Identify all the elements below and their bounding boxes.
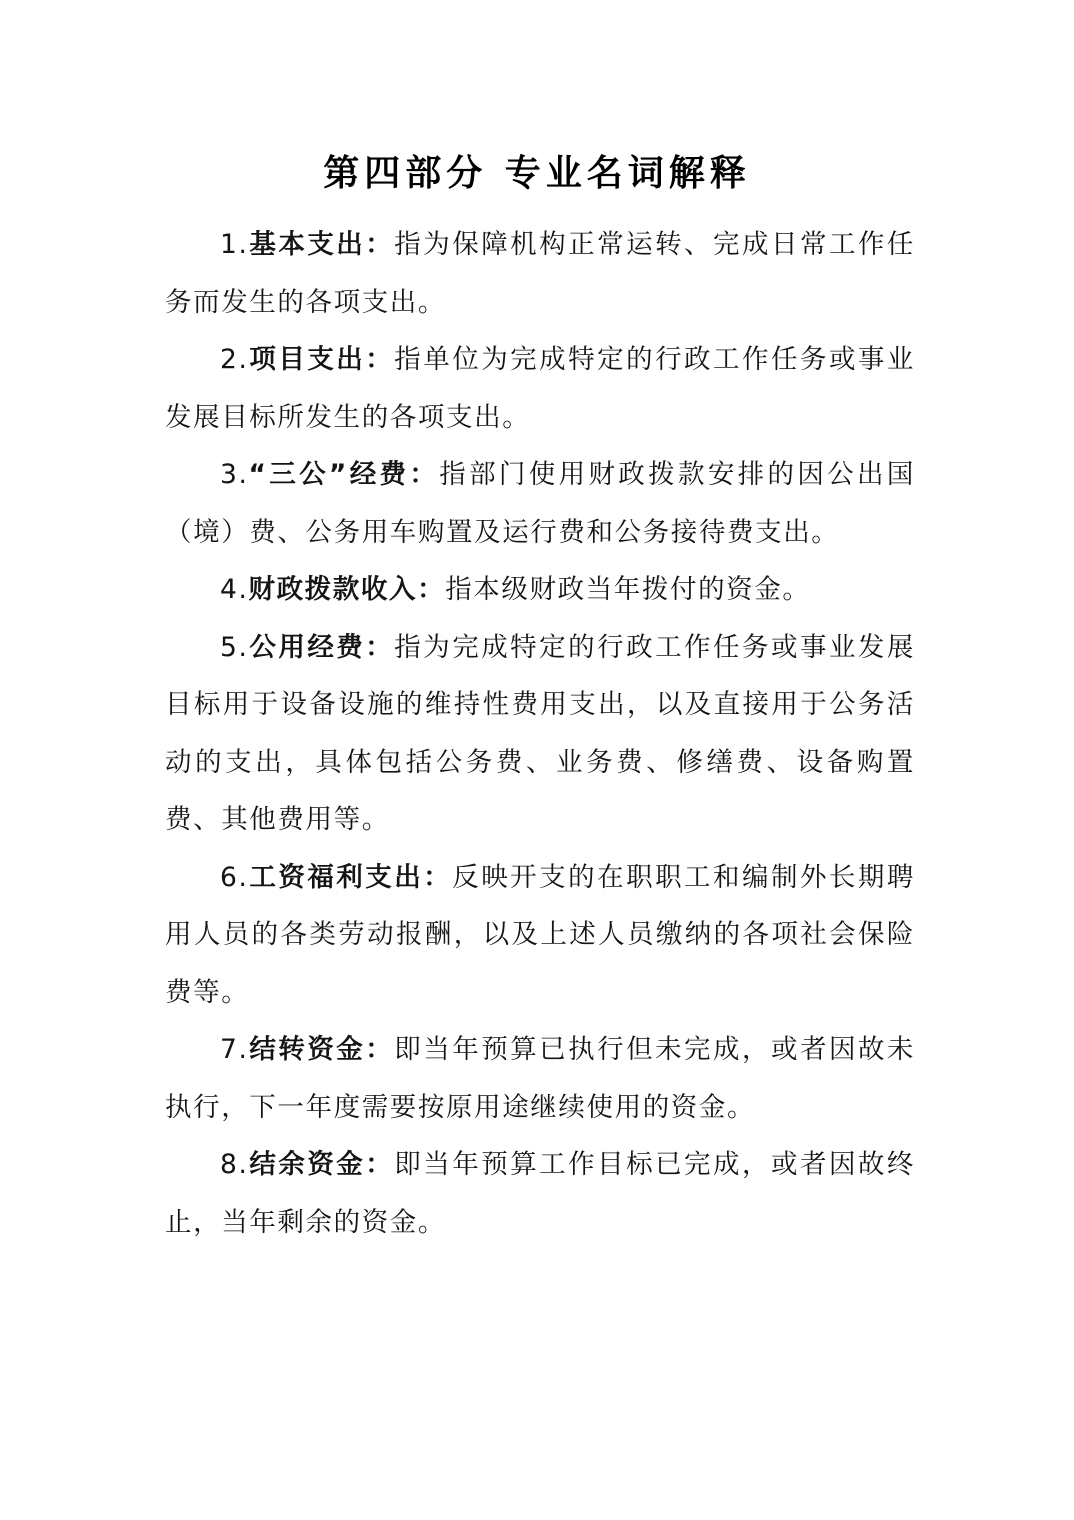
- item-number: 7.: [220, 1034, 249, 1065]
- definition-item: [165, 446, 915, 561]
- item-number: 1.: [220, 229, 249, 260]
- definition-item: [165, 561, 915, 619]
- item-term: 项目支出：: [248, 344, 395, 375]
- item-term: 结余资金：: [248, 1149, 395, 1180]
- page-title: 第四部分 专业名词解释: [323, 152, 751, 194]
- item-term: 基本支出：: [248, 229, 395, 260]
- item-number: 5.: [220, 631, 249, 663]
- item-term: 工资福利支出：: [248, 861, 453, 893]
- definition-item: [165, 1136, 915, 1251]
- item-definition: 即当年预算工作目标已完成，或者因故终止，当年剩余的资金。: [165, 1149, 915, 1238]
- definition-item: [165, 331, 915, 446]
- item-definition: 指本级财政当年拨付的资金。: [445, 574, 811, 605]
- item-number: 6.: [220, 861, 249, 893]
- definitions-list: [165, 216, 915, 1251]
- item-definition: 即当年预算已执行但未完成，或者因故未执行，下一年度需要按原用途继续使用的资金。: [165, 1034, 915, 1123]
- item-number: 3.: [220, 459, 249, 490]
- item-number: 8.: [220, 1149, 249, 1180]
- item-definition: 指为完成特定的行政工作任务或事业发展目标用于设备设施的维持性费用支出，以及直接用于公务活动的支出，具体包括公务费、业务费、修缮费、设备购置费、其他费用等。: [165, 631, 915, 835]
- definition-item: [165, 849, 915, 1022]
- definition-item: [165, 216, 915, 331]
- item-number: 2.: [220, 344, 249, 375]
- definition-item: [165, 1021, 915, 1136]
- item-definition: 指为保障机构正常运转、完成日常工作任务而发生的各项支出。: [165, 229, 915, 318]
- item-term: 结转资金：: [248, 1034, 395, 1065]
- item-number: 4.: [220, 574, 249, 605]
- item-definition: 反映开支的在职职工和编制外长期聘用人员的各类劳动报酬，以及上述人员缴纳的各项社会保险费等。: [165, 861, 915, 1008]
- item-term: “三公”经费：: [248, 459, 440, 490]
- definition-item: [165, 619, 915, 849]
- item-term: 公用经费：: [248, 631, 395, 663]
- item-term: 财政拨款收入：: [248, 574, 446, 605]
- item-definition: 指单位为完成特定的行政工作任务或事业发展目标所发生的各项支出。: [165, 344, 915, 433]
- item-definition: 指部门使用财政拨款安排的因公出国（境）费、公务用车购置及运行费和公务接待费支出。: [165, 459, 915, 548]
